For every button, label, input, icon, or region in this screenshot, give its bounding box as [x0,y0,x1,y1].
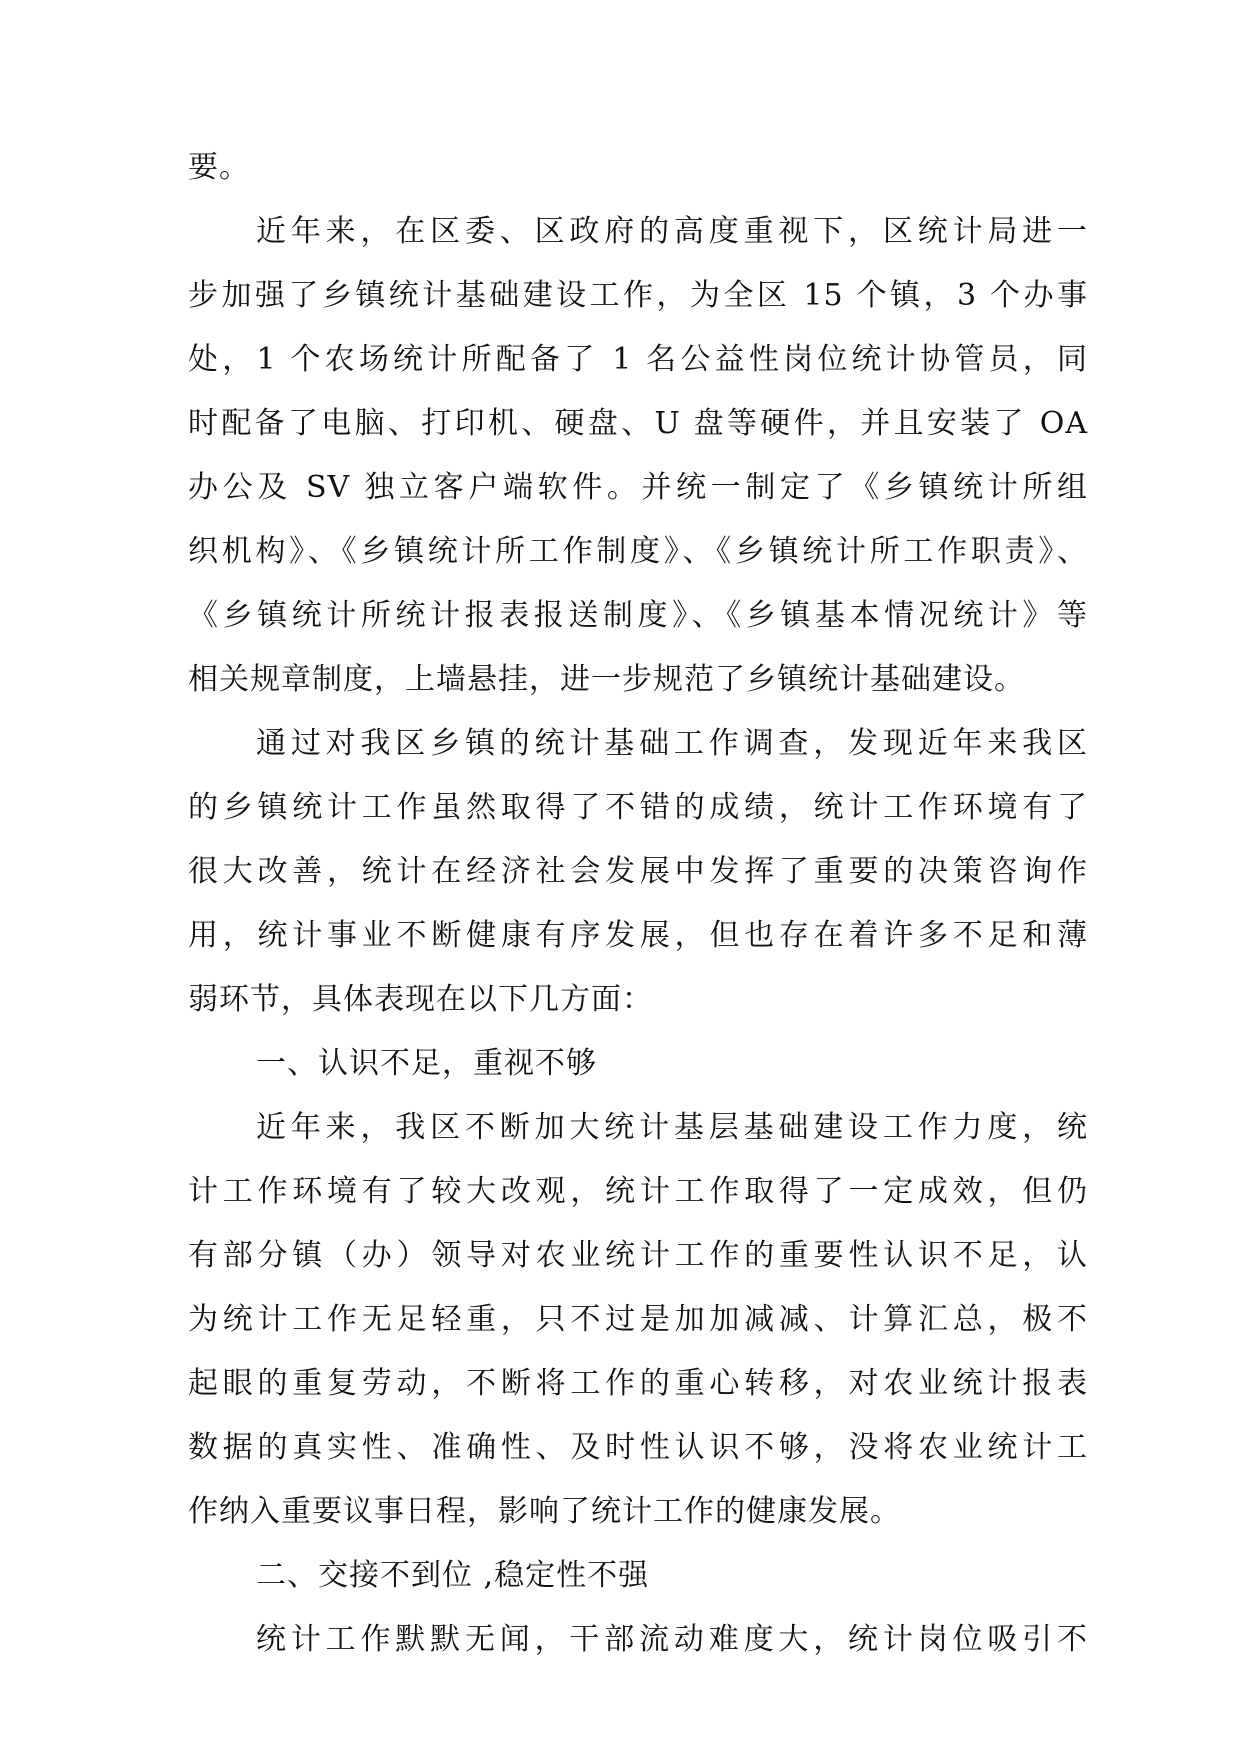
text-line: 有部分镇（办）领导对农业统计工作的重要性认识不足，认 [188,1238,1088,1273]
text-line: 计工作环境有了较大改观，统计工作取得了一定成效，但仍 [188,1174,1088,1209]
text-line: 数据的真实性、准确性、及时性认识不够，没将农业统计工 [188,1430,1088,1465]
section-heading: 一、认识不足，重视不够 [256,1046,597,1081]
text-line: 步加强了乡镇统计基础建设工作，为全区 15 个镇，3 个办事 [188,278,1088,313]
paragraph-first-line: 近年来，在区委、区政府的高度重视下，区统计局进一 [256,214,1088,249]
text-line: 弱环节，具体表现在以下几方面： [188,982,653,1017]
text-line: 的乡镇统计工作虽然取得了不错的成绩，统计工作环境有了 [188,790,1088,825]
text-line: 织机构》、《乡镇统计所工作制度》、《乡镇统计所工作职责》、 [188,534,1088,569]
paragraph-first-line: 统计工作默默无闻，干部流动难度大，统计岗位吸引不 [256,1622,1088,1657]
text-line: 很大改善，统计在经济社会发展中发挥了重要的决策咨询作 [188,854,1088,889]
text-line: 作纳入重要议事日程，影响了统计工作的健康发展。 [188,1494,901,1529]
paragraph-first-line: 近年来，我区不断加大统计基层基础建设工作力度，统 [256,1110,1088,1145]
paragraph-first-line: 通过对我区乡镇的统计基础工作调查，发现近年来我区 [256,726,1088,761]
text-line: 起眼的重复劳动，不断将工作的重心转移，对农业统计报表 [188,1366,1088,1401]
text-line: 《乡镇统计所统计报表报送制度》、《乡镇基本情况统计》等 [188,598,1088,633]
text-line: 用，统计事业不断健康有序发展，但也存在着许多不足和薄 [188,918,1088,953]
text-line: 要。 [188,150,250,185]
text-line: 相关规章制度，上墙悬挂，进一步规范了乡镇统计基础建设。 [188,662,1025,697]
section-heading: 二、交接不到位 ,稳定性不强 [256,1558,650,1593]
text-line: 办公及 SV 独立客户端软件。并统一制定了《乡镇统计所组 [188,470,1088,505]
text-line: 时配备了电脑、打印机、硬盘、U 盘等硬件，并且安装了 OA [188,406,1088,441]
text-line: 为统计工作无足轻重，只不过是加加减减、计算汇总，极不 [188,1302,1088,1337]
text-line: 处，1 个农场统计所配备了 1 名公益性岗位统计协管员，同 [188,342,1088,377]
